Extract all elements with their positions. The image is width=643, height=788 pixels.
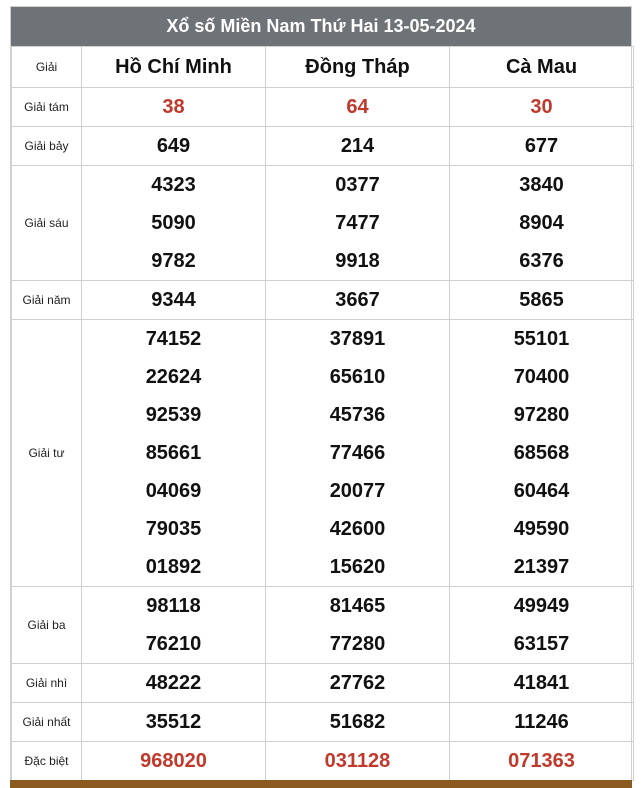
prize-number: 64 [346,96,369,118]
prize-cell [266,320,450,587]
prize-number: 74152 [145,328,202,350]
prize-number: 65610 [329,366,386,388]
prize-cell [266,587,450,664]
prize-row [12,320,634,587]
prize-number: 3840 [519,174,564,196]
prize-number: 45736 [329,404,386,426]
prize-number: 77280 [329,633,386,655]
prize-cell [450,88,634,127]
prize-cell [266,664,450,703]
prize-number: 41841 [513,672,570,694]
prize-number: 8904 [519,212,564,234]
prize-number: 968020 [140,750,207,772]
prize-row [12,742,634,781]
prize-cell [82,742,266,781]
prize-number: 81465 [329,595,386,617]
prize-cell [82,127,266,166]
prize-cell [450,127,634,166]
prize-number: 42600 [329,518,386,540]
header-row [12,47,634,88]
prize-row [12,166,634,281]
prize-number: 214 [340,135,375,157]
prize-number: 04069 [145,480,202,502]
prize-number: 70400 [513,366,570,388]
prize-number: 01892 [145,556,202,578]
prize-number: 49590 [513,518,570,540]
prize-cell [450,664,634,703]
prize-number: 22624 [145,366,202,388]
prize-number: 9782 [151,250,196,272]
prize-number: 21397 [513,556,570,578]
prize-row [12,703,634,742]
prize-cell [450,320,634,587]
prize-label: Giải tư [12,320,82,587]
prize-number: 9344 [151,289,196,311]
prize-row [12,127,634,166]
prize-number: 79035 [145,518,202,540]
prize-cell [82,320,266,587]
prize-number: 3667 [335,289,380,311]
prize-label: Giải sáu [12,166,82,281]
prize-number: 92539 [145,404,202,426]
prize-cell [266,88,450,127]
prize-number: 76210 [145,633,202,655]
prize-number: 85661 [145,442,202,464]
prize-number: 48222 [145,672,202,694]
prize-label: Giải bảy [12,127,82,166]
prize-cell [266,742,450,781]
header-label: Giải [12,47,82,88]
prize-number: 68568 [513,442,570,464]
prize-cell [82,88,266,127]
prize-number: 35512 [145,711,202,733]
prize-number: 98118 [146,595,201,617]
prize-number: 38 [162,96,185,118]
prize-cell [266,127,450,166]
prize-number: 11246 [514,711,569,733]
prize-cell [450,281,634,320]
prize-label: Đặc biệt [12,742,82,781]
province-name[interactable]: Hồ Chí Minh [82,47,266,88]
prize-number: 5090 [151,212,196,234]
prize-number: 77466 [329,442,386,464]
prize-cell [82,281,266,320]
prize-number: 6376 [519,250,564,272]
prize-label: Giải ba [12,587,82,664]
prize-number: 677 [524,135,559,157]
prize-cell [266,703,450,742]
bottom-bar [10,780,632,788]
prize-number: 4323 [151,174,196,196]
prize-row [12,664,634,703]
prize-number: 97280 [513,404,570,426]
prize-cell [450,703,634,742]
prize-number: 51682 [329,711,386,733]
prize-number: 649 [156,135,191,157]
prize-row [12,88,634,127]
prize-number: 7477 [335,212,380,234]
prize-number: 55101 [513,328,570,350]
results-table-container [10,6,632,782]
prize-label: Giải năm [12,281,82,320]
province-name[interactable]: Đồng Tháp [266,47,450,88]
prize-cell [82,587,266,664]
results-table [11,46,634,781]
prize-number: 63157 [513,633,570,655]
prize-number: 15620 [329,556,386,578]
prize-number: 0377 [335,174,380,196]
prize-row [12,281,634,320]
prize-label: Giải nhì [12,664,82,703]
prize-number: 60464 [513,480,570,502]
prize-number: 071363 [508,750,575,772]
prize-number: 20077 [329,480,386,502]
prize-cell [450,166,634,281]
prize-cell [450,742,634,781]
prize-number: 37891 [329,328,386,350]
prize-row [12,587,634,664]
prize-number: 27762 [329,672,386,694]
prize-label: Giải nhất [12,703,82,742]
prize-cell [82,703,266,742]
province-name[interactable]: Cà Mau [450,47,634,88]
page-title: Xổ số Miền Nam Thứ Hai 13-05-2024 [11,7,631,46]
prize-number: 9918 [335,250,380,272]
prize-cell [82,166,266,281]
prize-cell [266,281,450,320]
prize-number: 5865 [519,289,564,311]
prize-label: Giải tám [12,88,82,127]
prize-number: 031128 [324,750,391,772]
prize-number: 49949 [513,595,570,617]
prize-cell [450,587,634,664]
prize-cell [266,166,450,281]
prize-cell [82,664,266,703]
prize-number: 30 [530,96,553,118]
